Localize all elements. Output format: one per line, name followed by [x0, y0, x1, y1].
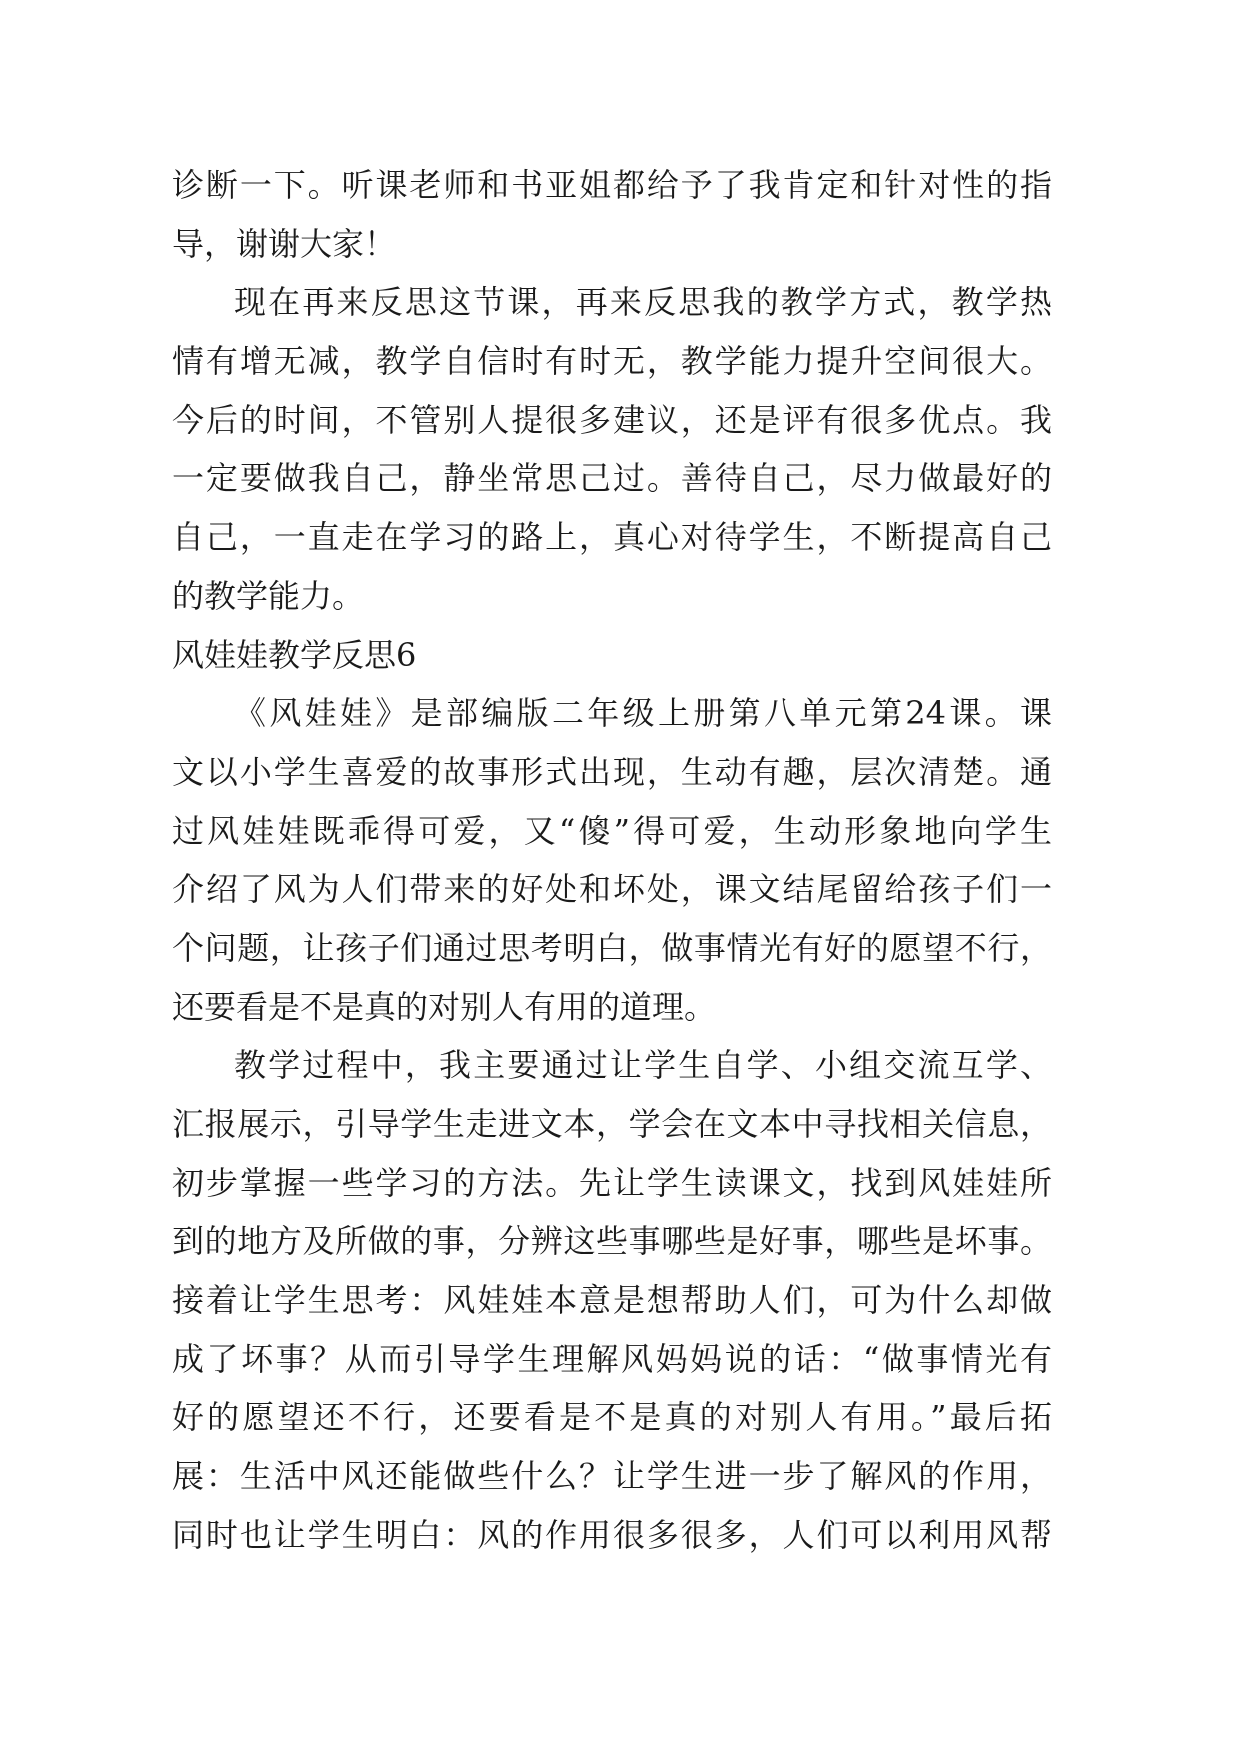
text-line: 展：生活中风还能做些什么？让学生进一步了解风的作用，	[172, 1457, 1052, 1496]
text-line: 成了坏事？从而引导学生理解风妈妈说的话：“做事情光有	[172, 1339, 1052, 1378]
text-line: 一定要做我自己，静坐常思己过。善待自己，尽力做最好的	[172, 459, 1052, 498]
text-line: 同时也让学生明白：风的作用很多很多，人们可以利用风帮	[172, 1515, 1052, 1554]
text-line: 的教学能力。	[172, 576, 365, 615]
text-line: 初步掌握一些学习的方法。先让学生读课文，找到风娃娃所	[172, 1163, 1052, 1202]
paragraph-first-line: 现在再来反思这节课，再来反思我的教学方式，教学热	[234, 283, 1052, 322]
paragraph-first-line: 教学过程中，我主要通过让学生自学、小组交流互学、	[234, 1046, 1052, 1085]
section-heading: 风娃娃教学反思6	[172, 635, 417, 674]
text-line: 自己，一直走在学习的路上，真心对待学生，不断提高自己	[172, 518, 1052, 557]
paragraph-first-line: 《风娃娃》是部编版二年级上册第八单元第24课。课	[234, 694, 1052, 733]
text-line: 导，谢谢大家！	[172, 224, 397, 263]
text-line: 好的愿望还不行，还要看是不是真的对别人有用。”最后拓	[172, 1398, 1052, 1437]
text-line: 情有增无减，教学自信时有时无，教学能力提升空间很大。	[172, 342, 1052, 381]
text-line: 过风娃娃既乖得可爱，又“傻”得可爱，生动形象地向学生	[172, 811, 1052, 850]
text-line: 介绍了风为人们带来的好处和坏处，课文结尾留给孩子们一	[172, 870, 1052, 909]
text-line: 文以小学生喜爱的故事形式出现，生动有趣，层次清楚。通	[172, 752, 1052, 791]
text-line: 个问题，让孩子们通过思考明白，做事情光有好的愿望不行，	[172, 928, 1052, 967]
text-line: 接着让学生思考：风娃娃本意是想帮助人们，可为什么却做	[172, 1281, 1052, 1320]
text-line: 到的地方及所做的事，分辨这些事哪些是好事，哪些是坏事。	[172, 1222, 1052, 1261]
document-body	[172, 156, 1052, 1565]
text-line: 还要看是不是真的对别人有用的道理。	[172, 987, 717, 1026]
text-line: 诊断一下。听课老师和书亚姐都给予了我肯定和针对性的指	[172, 166, 1052, 204]
text-line: 今后的时间，不管别人提很多建议，还是评有很多优点。我	[172, 400, 1052, 439]
text-line: 汇报展示，引导学生走进文本，学会在文本中寻找相关信息，	[172, 1105, 1052, 1143]
